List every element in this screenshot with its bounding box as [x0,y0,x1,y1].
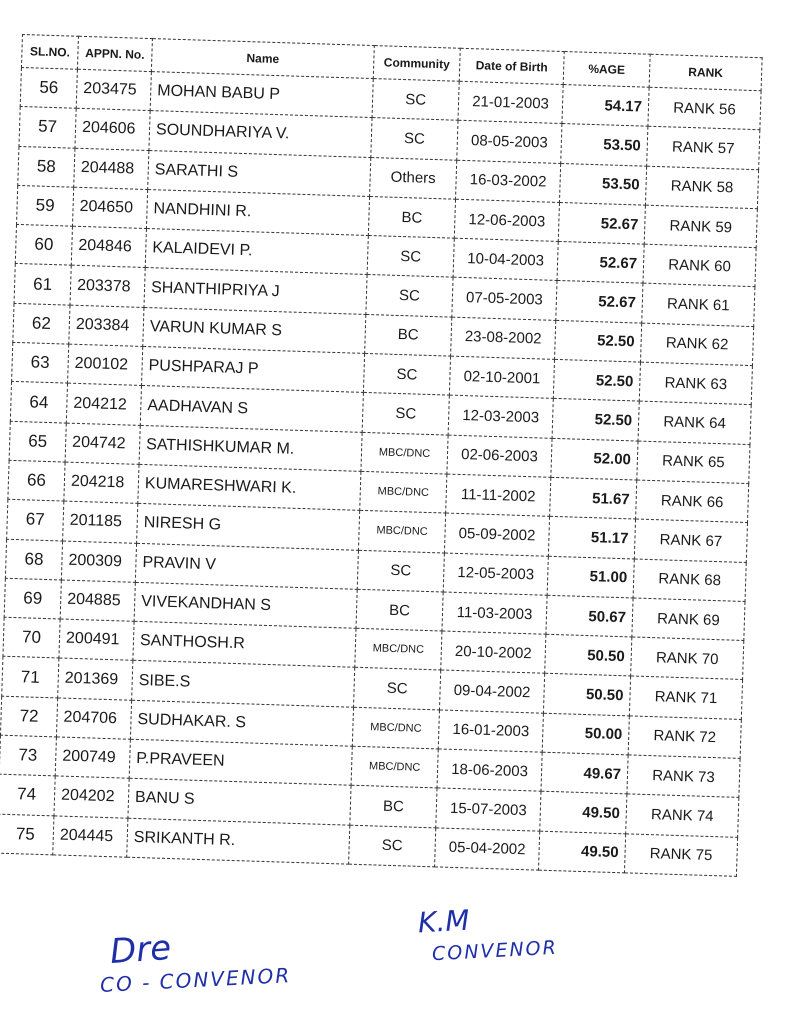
cell-name: SARATHI S [148,150,371,196]
convenor-signature: K.M [417,903,471,940]
cell-percentage: 54.17 [562,85,649,127]
cell-dob: 12-03-2003 [448,395,553,438]
cell-appn-no: 204846 [71,226,146,268]
cell-rank: RANK 60 [643,244,756,287]
header-community: Community [373,46,460,82]
co-convenor-signature: Dre [108,927,173,973]
header-name: Name [151,39,374,79]
cell-percentage: 50.67 [546,595,633,637]
cell-percentage: 52.50 [553,359,640,401]
cell-appn-no: 204445 [53,816,128,858]
cell-name: SIBE.S [132,661,355,707]
cell-community: SC [349,825,436,867]
cell-sl-no: 57 [19,107,76,148]
cell-name: SHANTHIPRIYA J [144,268,367,314]
cell-dob: 02-06-2003 [447,435,552,478]
cell-dob: 23-08-2002 [451,317,556,360]
cell-appn-no: 204488 [74,148,149,190]
cell-community: Others [370,157,457,199]
header-sl-no: SL.NO. [21,35,78,70]
cell-rank: RANK 74 [626,794,739,837]
cell-appn-no: 203378 [70,266,145,308]
cell-rank: RANK 73 [627,755,740,798]
cell-name: SRIKANTH R. [127,818,350,864]
cell-appn-no: 200102 [68,344,143,386]
cell-community: BC [350,786,437,828]
cell-community: BC [368,196,455,238]
cell-rank: RANK 58 [645,166,758,209]
cell-rank: RANK 65 [637,441,750,484]
cell-percentage: 52.50 [552,399,639,441]
cell-sl-no: 75 [0,814,54,855]
cell-percentage: 51.17 [548,517,635,559]
cell-dob: 18-06-2003 [437,749,542,792]
cell-rank: RANK 75 [624,833,737,876]
cell-dob: 16-01-2003 [438,710,543,753]
cell-percentage: 52.50 [555,320,642,362]
cell-percentage: 49.67 [541,752,628,794]
rank-list-sheet [0,34,762,877]
cell-rank: RANK 67 [634,519,747,562]
cell-name: AADHAVAN S [140,386,363,432]
cell-sl-no: 66 [8,460,65,501]
cell-dob: 12-06-2003 [454,199,559,242]
cell-sl-no: 56 [20,67,77,108]
cell-sl-no: 67 [7,500,64,541]
rank-list-table [0,34,763,877]
cell-sl-no: 62 [13,303,70,344]
cell-rank: RANK 57 [647,127,760,170]
cell-dob: 07-05-2003 [452,278,557,321]
cell-rank: RANK 61 [642,284,755,327]
cell-appn-no: 204650 [72,187,147,229]
co-convenor-label: CO - CONVENOR [99,963,292,997]
cell-sl-no: 59 [17,185,74,226]
cell-appn-no: 204706 [56,698,131,740]
cell-dob: 05-09-2002 [444,513,549,556]
cell-community: SC [354,668,441,710]
cell-community: SC [363,353,450,395]
cell-community: BC [365,314,452,356]
cell-name: SOUNDHARIYA V. [149,111,372,157]
cell-dob: 11-11-2002 [446,474,551,517]
cell-percentage: 50.00 [542,713,629,755]
cell-rank: RANK 66 [636,480,749,523]
cell-percentage: 53.50 [561,124,648,166]
cell-rank: RANK 72 [628,716,741,759]
cell-sl-no: 69 [4,578,61,619]
cell-dob: 10-04-2003 [453,238,558,281]
cell-appn-no: 200491 [59,619,134,661]
cell-community: BC [356,589,443,631]
cell-appn-no: 201369 [58,658,133,700]
cell-dob: 15-07-2003 [436,788,541,831]
cell-rank: RANK 64 [638,401,751,444]
cell-sl-no: 73 [0,735,56,776]
cell-name: VARUN KUMAR S [143,307,366,353]
cell-sl-no: 72 [0,696,57,737]
cell-community: SC [372,79,459,121]
cell-sl-no: 61 [14,264,71,305]
cell-dob: 20-10-2002 [441,631,546,674]
cell-appn-no: 204212 [66,383,141,425]
cell-name: PUSHPARAJ P [142,347,365,393]
cell-rank: RANK 56 [648,87,761,130]
cell-name: KUMARESHWARI K. [138,464,361,510]
cell-appn-no: 203475 [76,69,151,111]
cell-dob: 12-05-2003 [443,553,548,596]
cell-sl-no: 58 [18,146,75,187]
cell-percentage: 52.67 [558,202,645,244]
cell-dob: 11-03-2003 [442,592,547,635]
cell-community: MBC/DNC [352,707,439,749]
cell-sl-no: 70 [3,617,60,658]
cell-percentage: 51.00 [547,556,634,598]
cell-percentage: 52.00 [551,438,638,480]
cell-community: MBC/DNC [351,746,438,788]
cell-appn-no: 200309 [61,541,136,583]
cell-rank: RANK 68 [633,559,746,602]
header-dob: Date of Birth [459,48,564,84]
cell-sl-no: 63 [12,342,69,383]
cell-community: SC [362,393,449,435]
cell-appn-no: 201185 [63,501,138,543]
cell-percentage: 49.50 [538,831,625,873]
cell-dob: 21-01-2003 [458,81,563,124]
cell-appn-no: 204606 [75,109,150,151]
cell-name: BANU S [128,779,351,825]
cell-name: VIVEKANDHAN S [134,582,357,628]
cell-percentage: 50.50 [545,634,632,676]
cell-percentage: 50.50 [543,674,630,716]
cell-percentage: 52.67 [557,242,644,284]
cell-sl-no: 71 [2,657,59,698]
cell-sl-no: 65 [9,421,66,462]
cell-dob: 08-05-2003 [457,121,562,164]
cell-sl-no: 68 [5,539,62,580]
cell-appn-no: 204202 [54,776,129,818]
cell-percentage: 49.50 [540,792,627,834]
table-body [0,67,761,876]
cell-rank: RANK 63 [639,362,752,405]
cell-name: PRAVIN V [135,543,358,589]
cell-sl-no: 64 [10,382,67,423]
cell-appn-no: 204885 [60,580,135,622]
cell-community: SC [357,550,444,592]
cell-rank: RANK 69 [632,598,745,641]
cell-dob: 05-04-2002 [435,828,540,871]
cell-name: SANTHOSH.R [133,621,356,667]
cell-community: MBC/DNC [361,432,448,474]
convenor-label: CONVENOR [431,936,559,966]
header-rank: RANK [649,54,762,91]
cell-appn-no: 203384 [69,305,144,347]
cell-community: SC [367,236,454,278]
cell-appn-no: 204218 [64,462,139,504]
cell-percentage: 52.67 [556,281,643,323]
cell-percentage: 53.50 [559,163,646,205]
cell-sl-no: 60 [15,225,72,266]
cell-community: MBC/DNC [360,471,447,513]
cell-community: SC [366,275,453,317]
cell-name: SATHISHKUMAR M. [139,425,362,471]
cell-name: SUDHAKAR. S [130,700,353,746]
cell-appn-no: 204742 [65,423,140,465]
cell-rank: RANK 70 [631,637,744,680]
cell-name: MOHAN BABU P [150,72,373,118]
header-appn-no: APPN. No. [77,36,152,71]
cell-rank: RANK 62 [640,323,753,366]
cell-dob: 09-04-2002 [439,670,544,713]
cell-rank: RANK 59 [644,205,757,248]
cell-name: KALAIDEVI P. [145,229,368,275]
cell-appn-no: 200749 [55,737,130,779]
cell-name: NIRESH G [137,504,360,550]
cell-community: MBC/DNC [355,628,442,670]
cell-sl-no: 74 [0,774,55,815]
cell-dob: 16-03-2002 [456,160,561,203]
header-percentage: %AGE [563,52,650,88]
cell-percentage: 51.67 [550,477,637,519]
cell-name: NANDHINI R. [146,189,369,235]
cell-name: P.PRAVEEN [129,739,352,785]
cell-community: MBC/DNC [358,511,445,553]
cell-community: SC [371,118,458,160]
cell-dob: 02-10-2001 [449,356,554,399]
cell-rank: RANK 71 [629,676,742,719]
